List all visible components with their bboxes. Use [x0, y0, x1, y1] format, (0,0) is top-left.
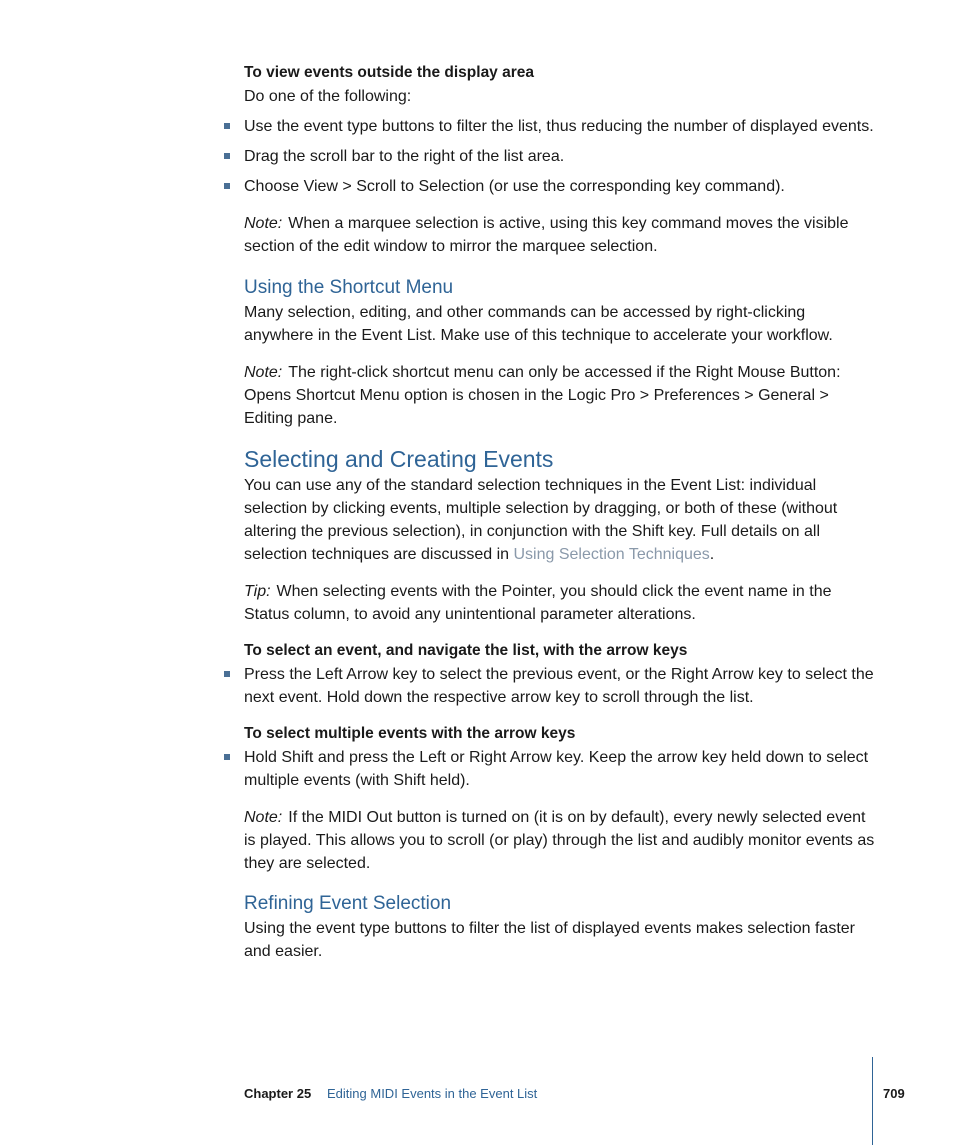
note-paragraph: [244, 212, 876, 258]
note-label: Note:: [244, 809, 283, 826]
note-label: Note:: [244, 364, 283, 381]
list-item: Hold Shift and press the Left or Right Arrow key. Keep the arrow key held down to select multiple events (with Shift held).: [244, 749, 869, 789]
list-item: Press the Left Arrow key to select the previous event, or the Right Arrow key to select the next event. Hold down the respective arrow key to scroll through the list.: [244, 666, 874, 706]
procedure-heading-multiple: To select multiple events with the arrow keys: [244, 725, 576, 742]
chapter-section-heading: Selecting and Creating Events: [244, 446, 554, 472]
footer-chapter-label: Chapter 25: [244, 1086, 312, 1101]
body-text-end: .: [709, 546, 715, 563]
body-paragraph: Many selection, editing, and other commands can be accessed by right-clicking anywhere in the Event List. Make use of this technique to accelerate your workflow.: [244, 304, 833, 344]
list-item: Choose View > Scroll to Selection (or use the corresponding key command).: [244, 178, 785, 195]
tip-text: When selecting events with the Pointer, you should click the event name in the Status column, to avoid any unintentional parameter alterations.: [244, 583, 832, 623]
note-text: When a marquee selection is active, using this key command moves the visible section of the edit window to mirror the marquee selection.: [244, 215, 849, 255]
bullet-square-icon: [224, 153, 230, 159]
list-item: Drag the scroll bar to the right of the list area.: [244, 148, 565, 165]
bullet-square-icon: [224, 754, 230, 760]
bullet-square-icon: [224, 671, 230, 677]
page-number: 709: [883, 1086, 905, 1101]
intro-text: Do one of the following:: [244, 88, 412, 105]
tip-paragraph: [244, 580, 876, 626]
section-heading-shortcut-menu: Using the Shortcut Menu: [244, 277, 454, 298]
bullet-square-icon: [224, 183, 230, 189]
body-paragraph: [244, 474, 876, 566]
note-label: Note:: [244, 215, 283, 232]
procedure-heading-arrow-keys: To select an event, and navigate the list, with the arrow keys: [244, 642, 688, 659]
cross-reference-link[interactable]: Using Selection Techniques: [513, 546, 710, 563]
list-item: Use the event type buttons to filter the list, thus reducing the number of displayed events.: [244, 118, 874, 135]
footer-divider: [872, 1057, 873, 1145]
bullet-square-icon: [224, 123, 230, 129]
body-text: You can use any of the standard selection techniques in the Event List: individual selection by clicking events, multiple selection by dragging, or both of these (without altering the previous selection), in conjunction with the Shift key. Full details on all selection techniques are discussed in: [244, 477, 838, 563]
note-paragraph: [244, 806, 876, 875]
procedure-heading-view-outside: To view events outside the display area: [244, 64, 535, 81]
note-text: If the MIDI Out button is turned on (it is on by default), every newly selected event is played. This allows you to scroll (or play) through the list and audibly monitor events as they are selected.: [244, 809, 875, 872]
note-text: The right-click shortcut menu can only be accessed if the Right Mouse Button: Opens Shortcut Menu option is chosen in the Logic Pro > Preferences > General > Editing pane.: [244, 364, 841, 427]
footer-chapter-title: Editing MIDI Events in the Event List: [327, 1086, 538, 1101]
tip-label: Tip:: [244, 583, 271, 600]
body-paragraph: Using the event type buttons to filter the list of displayed events makes selection faster and easier.: [244, 920, 855, 960]
section-heading-refining: Refining Event Selection: [244, 893, 452, 914]
note-paragraph: [244, 361, 876, 430]
